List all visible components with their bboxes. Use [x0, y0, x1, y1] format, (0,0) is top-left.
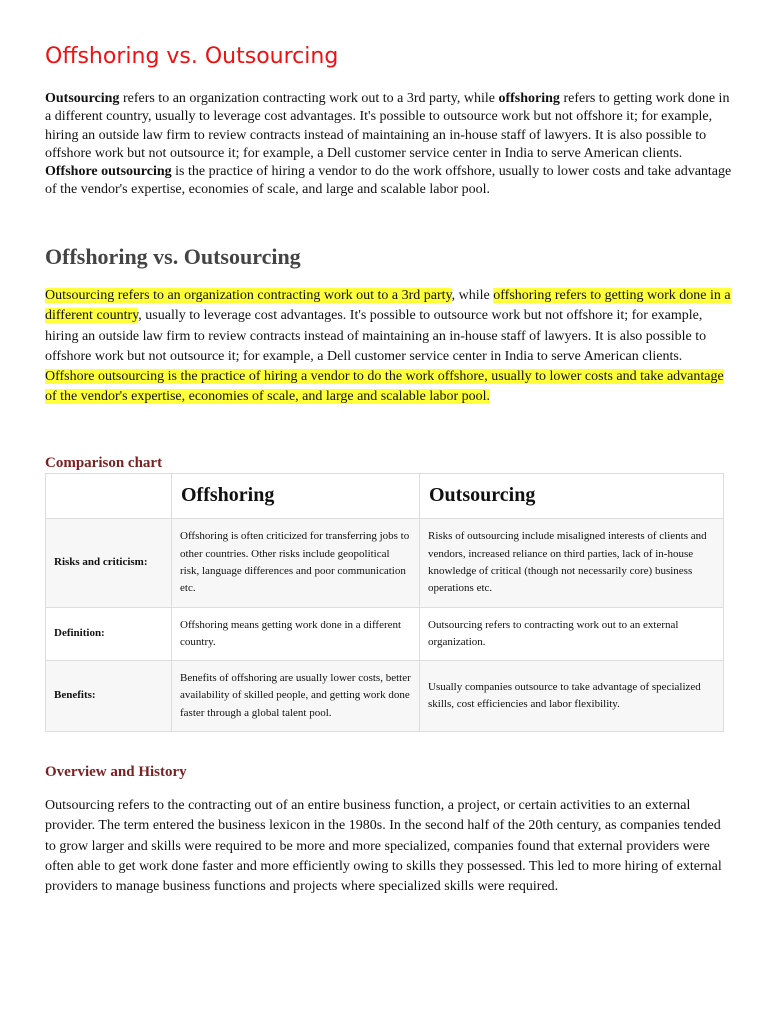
summary-text-2: , usually to leverage cost advantages. It's possible to outsource work but not offshore it; for example, hiring an outside law firm to review contracts instead of maintaining an in-house staff of lawyers. It is also possible to offshore work but not outsource it; for example, a Dell customer service center in India to serve American clients.: [45, 308, 707, 364]
term-offshore-outsourcing: Offshore outsourcing: [45, 164, 172, 180]
highlight-offshore-outsourcing: Offshore outsourcing is the practice of hiring a vendor to do the work offshore, usually to lower costs and take advantage of the vendor's expertise, economies of scale, and large and scalable labor pool.: [45, 369, 724, 405]
header-outsourcing: Outsourcing: [420, 474, 724, 519]
section-heading: Offshoring vs. Outsourcing: [45, 244, 301, 269]
summary-text-1: , while: [451, 288, 494, 303]
comparison-table: [45, 473, 724, 732]
cell-offshoring-definition: Offshoring means getting work done in a different country.: [172, 608, 420, 661]
cell-outsourcing-risks: Risks of outsourcing include misaligned interests of clients and vendors, increased reliance on third parties, lack of in-house knowledge of critical (though not necessarily core) business operations etc.: [420, 519, 724, 608]
intro-text-1: refers to an organization contracting work out to a 3rd party, while: [119, 91, 499, 106]
table-header-row: [46, 474, 724, 519]
term-outsourcing: Outsourcing: [45, 91, 120, 106]
row-label-definition: Definition:: [46, 608, 172, 661]
overview-paragraph: Outsourcing refers to the contracting out of an entire business function, a project, or certain activities to an external provider. The term entered the business lexicon in the 1980s. In the second half of the 20th century, as companies tended to grow larger and skills were required to be more and more specialized, companies found that external providers were often able to get work done faster and more efficiently owing to skills they possessed. This led to more hiring of external providers to manage business functions and projects where specialized skills were required.: [45, 798, 722, 895]
term-offshoring: offshoring: [498, 91, 560, 106]
intro-text-2: refers to getting work done in a different country, usually to leverage cost advantages. It's possible to outsource work but not offshore it; for example, hiring an outside law firm to review contracts instead of maintaining an in-house staff of lawyers. It is also possible to offshore work but not outsource it; for example, a Dell customer service center in India to serve American clients.: [45, 91, 730, 161]
table-row: [46, 608, 724, 661]
cell-outsourcing-definition: Outsourcing refers to contracting work out to an external organization.: [420, 608, 724, 661]
table-row: [46, 661, 724, 732]
overview-heading: Overview and History: [45, 764, 187, 780]
cell-offshoring-risks: Offshoring is often criticized for transferring jobs to other countries. Other risks include geopolitical risk, language differences and poor communication etc.: [172, 519, 420, 608]
highlight-offshoring: offshoring refers to getting work done in a different country: [45, 288, 731, 324]
comparison-chart-heading: Comparison chart: [45, 455, 163, 471]
row-label-benefits: Benefits:: [46, 661, 172, 732]
cell-outsourcing-benefits: Usually companies outsource to take advantage of specialized skills, cost efficiencies and labor flexibility.: [420, 661, 724, 732]
page-title: Offshoring vs. Outsourcing: [45, 44, 339, 69]
table-row: [46, 519, 724, 608]
intro-text-3: is the practice of hiring a vendor to do the work offshore, usually to lower costs and take advantage of the vendor's expertise, economies of scale, and large and scalable labor pool.: [45, 164, 732, 198]
intro-paragraph: [45, 90, 735, 200]
summary-paragraph: [45, 286, 735, 408]
highlight-outsourcing: Outsourcing refers to an organization contracting work out to a 3rd party: [45, 288, 452, 303]
header-offshoring: Offshoring: [172, 474, 420, 519]
header-blank-cell: [46, 474, 172, 519]
row-label-risks: Risks and criticism:: [46, 519, 172, 608]
cell-offshoring-benefits: Benefits of offshoring are usually lower costs, better availability of skilled people, and getting work done faster through a global talent pool.: [172, 661, 420, 732]
